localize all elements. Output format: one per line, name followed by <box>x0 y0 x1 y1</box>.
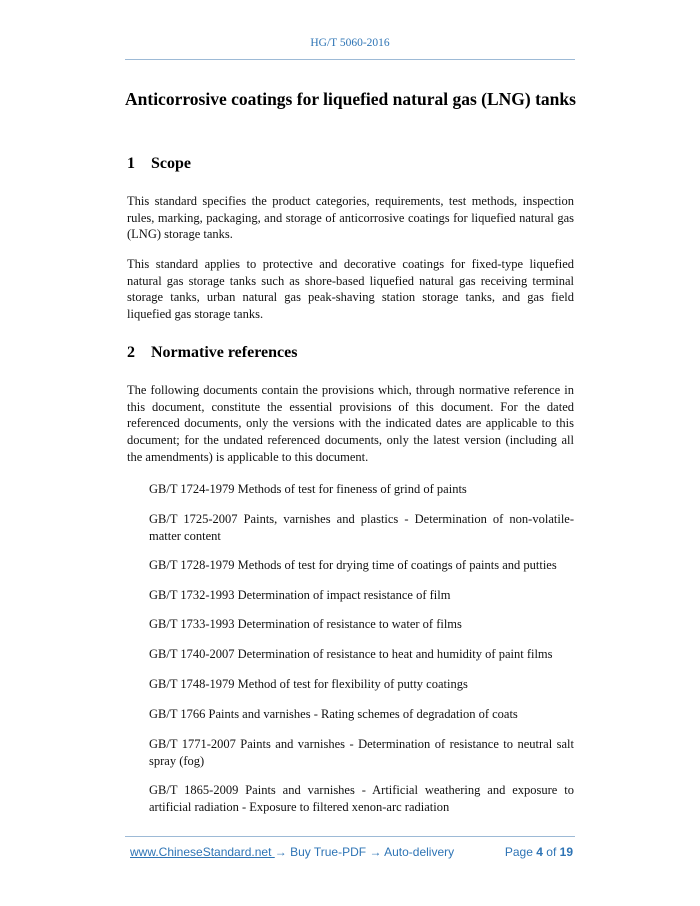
section-heading-normative-references <box>127 344 297 362</box>
reference-item: GB/T 1771-2007 Paints and varnishes - Determination of resistance to neutral salt spray (fog) <box>149 737 574 768</box>
section-heading-scope <box>127 155 191 173</box>
current-page-number: 4 <box>536 845 543 859</box>
section-title: Normative references <box>151 344 298 361</box>
total-page-count: 19 <box>559 845 573 859</box>
chinesestandard-link[interactable]: www.ChineseStandard.net <box>130 845 275 859</box>
reference-item: GB/T 1748-1979 Method of test for flexibility of putty coatings <box>149 677 468 691</box>
of-label: of <box>546 845 557 859</box>
reference-item: GB/T 1728-1979 Methods of test for drying time of coatings of paints and putties <box>149 558 557 572</box>
running-header-standard-code: HG/T 5060-2016 <box>310 37 390 49</box>
reference-item: GB/T 1740-2007 Determination of resistance to heat and humidity of paint films <box>149 647 553 661</box>
page-indicator <box>505 845 573 859</box>
section-title: Scope <box>151 155 191 172</box>
footer-divider <box>125 836 575 837</box>
header-divider <box>125 59 575 60</box>
section-number: 2 <box>127 344 135 361</box>
reference-item: GB/T 1865-2009 Paints and varnishes - Artificial weathering and exposure to artificial radiation - Exposure to filtered xenon-arc radiation <box>149 783 574 814</box>
scope-paragraph-2: This standard applies to protective and decorative coatings for fixed-type liquefied natural gas storage tanks such as shore-based liquefied natural gas receiving terminal storage tanks, urban natural gas peak-shaving station storage tanks, and gas field liquefied gas storage tanks. <box>127 257 574 322</box>
page-footer <box>130 845 573 859</box>
document-title: Anticorrosive coatings for liquefied natural gas (LNG) tanks <box>125 89 576 109</box>
reference-item: GB/T 1732-1993 Determination of impact resistance of film <box>149 588 451 602</box>
reference-item: GB/T 1733-1993 Determination of resistance to water of films <box>149 617 462 631</box>
reference-item: GB/T 1725-2007 Paints, varnishes and plastics - Determination of non-volatile-matter content <box>149 512 574 543</box>
page-label: Page <box>504 845 533 859</box>
reference-item: GB/T 1766 Paints and varnishes - Rating schemes of degradation of coats <box>149 707 518 721</box>
footer-tagline: → Buy True-PDF → Auto-delivery <box>274 845 455 859</box>
reference-item: GB/T 1724-1979 Methods of test for fineness of grind of paints <box>149 482 467 496</box>
section-number: 1 <box>127 155 135 172</box>
normative-references-intro: The following documents contain the provisions which, through normative reference in this document, constitute the essential provisions of this document. For the dated referenced documents, only the versions with the indicated dates are applicable to this document; for the undated referenced documents, only the latest version (including all the amendments) is applicable to this document. <box>127 383 574 464</box>
scope-paragraph-1: This standard specifies the product categories, requirements, test methods, inspection rules, marking, packaging, and storage of anticorrosive coatings for liquefied natural gas (LNG) storage tanks. <box>127 194 574 242</box>
